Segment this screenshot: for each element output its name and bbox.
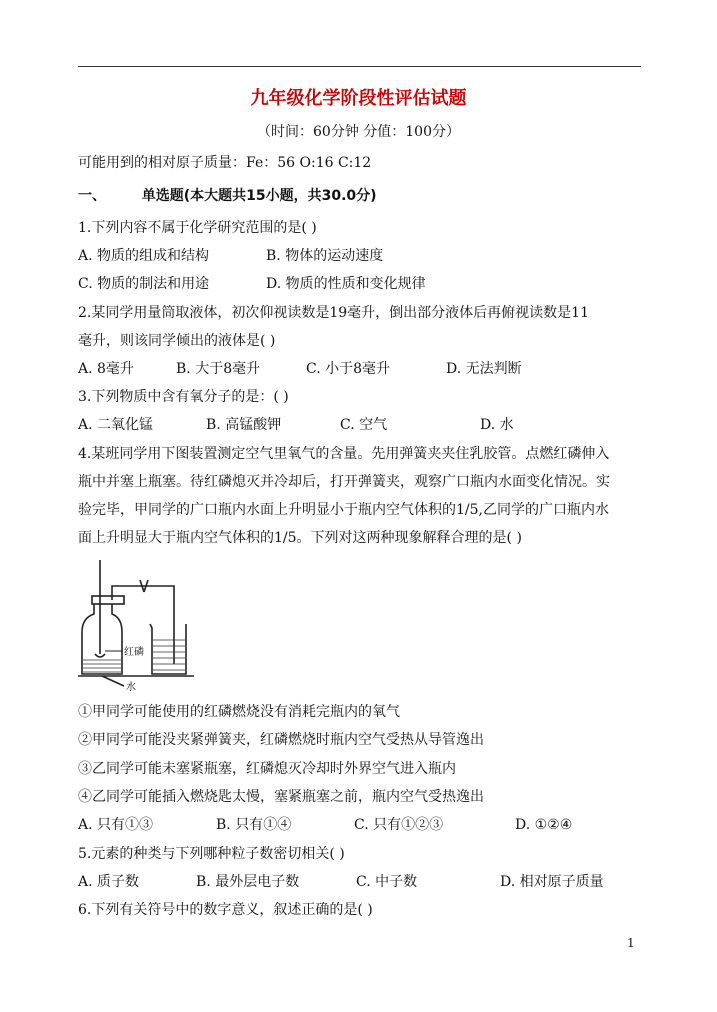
q4-statement-1: ①甲同学可能使用的红磷燃烧没有消耗完瓶内的氧气 xyxy=(78,704,400,720)
q4-stem-line2: 瓶中并塞上瓶塞。待红磷熄灭并冷却后，打开弹簧夹，观察广口瓶内水面变化情况。实 xyxy=(78,474,610,490)
q4-option-c: C. 只有①②③ xyxy=(354,817,444,833)
q3-option-d: D. 水 xyxy=(480,417,514,433)
atomic-masses: 可能用到的相对原子质量：Fe：56 O:16 C:12 xyxy=(78,155,372,171)
q5-option-d: D. 相对原子质量 xyxy=(500,874,604,890)
exam-title: 九年级化学阶段性评估试题 xyxy=(250,88,467,109)
section-heading xyxy=(78,186,377,206)
label-water: 水 xyxy=(126,682,136,691)
section-title: 单选题(本大题共15小题，共30.0分) xyxy=(141,188,377,204)
q4-option-a: A. 只有①③ xyxy=(78,817,154,833)
label-red-phosphorus: 红磷 xyxy=(124,647,144,658)
spoon xyxy=(95,654,105,657)
q3-option-b: B. 高锰酸钾 xyxy=(206,417,282,433)
q3-option-a: A. 二氧化锰 xyxy=(78,417,154,433)
page-number: 1 xyxy=(627,936,635,950)
q1-option-a: A. 物质的组成和结构 xyxy=(78,248,210,264)
section-number: 一、 xyxy=(78,188,106,204)
q4-statement-4: ④乙同学可能插入燃烧匙太慢，塞紧瓶塞之前，瓶内空气受热逸出 xyxy=(78,789,484,805)
q4-stem-line1: 4.某班同学用下图装置测定空气里氧气的含量。先用弹簧夹夹住乳胶管。点燃红磷伸入 xyxy=(78,446,610,462)
stopper xyxy=(92,596,124,604)
q4-statement-3: ③乙同学可能未塞紧瓶塞，红磷熄灭冷却时外界空气进入瓶内 xyxy=(78,761,456,777)
q2-stem-line2: 毫升，则该同学倾出的液体是( ) xyxy=(78,333,276,349)
exam-subtitle: （时间：60分钟 分值：100分） xyxy=(257,124,460,140)
q3-option-c: C. 空气 xyxy=(340,417,388,433)
q5-option-b: B. 最外层电子数 xyxy=(196,874,300,890)
q1-option-b: B. 物体的运动速度 xyxy=(266,248,384,264)
q4-option-b: B. 只有①④ xyxy=(216,817,292,833)
water-pointer xyxy=(102,676,124,686)
q4-stem-line4: 面上升明显大于瓶内空气体积的1/5。下列对这两种现象解释合理的是( ) xyxy=(78,530,522,546)
q4-statement-2: ②甲同学可能没夹紧弹簧夹，红磷燃烧时瓶内空气受热从导管逸出 xyxy=(78,732,484,748)
q6-stem: 6.下列有关符号中的数字意义，叙述正确的是( ) xyxy=(78,902,373,918)
q2-option-d: D. 无法判断 xyxy=(446,361,522,377)
q5-option-a: A. 质子数 xyxy=(78,874,140,890)
q1-option-c: C. 物质的制法和用途 xyxy=(78,276,210,292)
apparatus-figure xyxy=(78,556,198,691)
q1-option-d: D. 物质的性质和变化规律 xyxy=(266,276,426,292)
bottle xyxy=(82,604,122,674)
q2-option-b: B. 大于8毫升 xyxy=(176,361,261,377)
q4-stem-line3: 验完毕，甲同学的广口瓶内水面上升明显小于瓶内空气体积的1/5,乙同学的广口瓶内水 xyxy=(78,502,609,518)
q2-option-a: A. 8毫升 xyxy=(78,361,134,377)
q4-option-d: D. ①②④ xyxy=(515,817,573,833)
q5-option-c: C. 中子数 xyxy=(356,874,418,890)
q2-option-c: C. 小于8毫升 xyxy=(306,361,391,377)
q5-stem: 5.元素的种类与下列哪种粒子数密切相关( ) xyxy=(78,846,345,862)
q1-stem: 1.下列内容不属于化学研究范围的是( ) xyxy=(78,220,317,236)
beaker xyxy=(150,624,186,674)
q3-stem: 3.下列物质中含有氧分子的是：( ) xyxy=(78,389,289,405)
q2-stem-line1: 2.某同学用量筒取液体，初次仰视读数是19毫升，倒出部分液体后再俯视读数是11 xyxy=(78,305,589,321)
header-rule xyxy=(78,66,641,67)
